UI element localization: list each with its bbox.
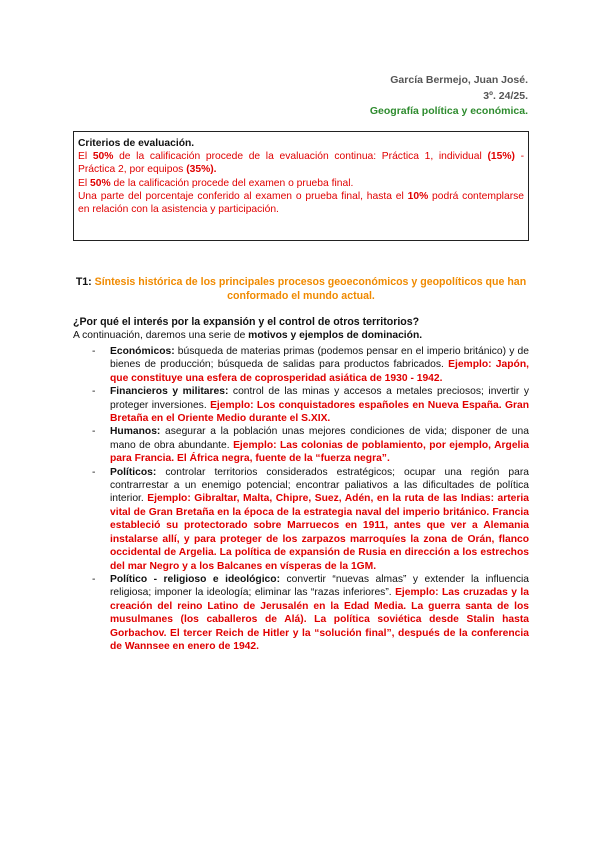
item-text: convertir “nuevas almas” y extender la influencia religiosa; imponer la ideología; eliminar las “razas inferiores”.: [110, 573, 529, 599]
item-text: búsqueda de materias primas (podemos pensar en el imperio británico) y de bienes de producción; búsqueda de salidas para productos fabricados.: [110, 346, 529, 371]
evaluation-criteria-box: [73, 131, 529, 241]
item-label: Humanos:: [110, 426, 161, 438]
bullet-dash: -: [92, 426, 96, 438]
topic-heading: [73, 275, 529, 303]
criteria-percent: 50%: [90, 177, 111, 189]
list-item: [73, 425, 529, 465]
item-label: Político - religioso e ideológico:: [110, 573, 281, 585]
criteria-text: de la calificación procede de la evaluación continua: Práctica 1, individual: [113, 151, 488, 163]
item-label: Financieros y militares:: [110, 386, 229, 398]
item-text: controlar territorios considerados estratégicos; ocupar una región para contrarrestar a un enemigo potencial; encontrar paliativos a las dificultades de política interior.: [110, 466, 529, 505]
list-item: [73, 345, 529, 385]
item-example: Ejemplo: Los conquistadores españoles en Nueva España. Gran Bretaña en el Oriente Medio durante el S.XIX.: [110, 399, 529, 425]
item-example: Ejemplo: Gibraltar, Malta, Chipre, Suez, Adén, en la ruta de las Indias: arteria vital de Gran Bretaña en la época de la estrategia naval del imperio británico. Francia estableció su protectorado sobre Marruecos en 1911, antes que ver a Alemania instalarse allí, y para proteger de los zarpazos marroquíes la zona de Orán, flanco occidental de Argelia. La política de expansión de Rusia en dirección a los estrechos del mar Negro y a los Balcanes en vísperas de la 1GM.: [110, 493, 529, 572]
list-item: [73, 385, 529, 425]
criteria-line-2: [78, 177, 524, 190]
criteria-text: de la calificación procede del examen o prueba final.: [110, 177, 354, 189]
bullet-dash: -: [92, 386, 96, 398]
item-example: Ejemplo: Las cruzadas y la creación del reino Latino de Jerusalén en la Edad Media. La guerra santa de los musulmanes (los caballeros de Alá). La política soviética desde Stalin hasta Gorbachov. El tercer Reich de Hitler y la “solución final”, después de la conferencia de Wannsee en enero de 1942.: [110, 587, 529, 652]
criteria-title: Criterios de evaluación.: [78, 138, 195, 149]
intro-text: A continuación, daremos una serie de: [73, 330, 249, 341]
criteria-line-3: [78, 190, 524, 216]
criteria-percent: 10%: [407, 190, 429, 202]
topic-title: Síntesis histórica de los principales procesos geoeconómicos y geopolíticos que han conformado el mundo actual.: [94, 276, 527, 302]
item-label: Políticos:: [110, 466, 157, 478]
criteria-text: El: [78, 151, 93, 163]
subject-title: Geografía política y económica.: [369, 105, 528, 117]
list-item: [73, 573, 529, 653]
criteria-percent: (15%): [487, 151, 515, 163]
criteria-percent: (35%).: [186, 164, 217, 176]
criteria-text: Una parte del porcentaje conferido al examen o prueba final, hasta el: [78, 190, 408, 202]
criteria-percent: 50%: [92, 151, 114, 163]
course-year: 3º. 24/25.: [483, 89, 528, 102]
criteria-text: El: [78, 177, 91, 189]
criteria-text: podrá contemplarse en relación con la asistencia y participación.: [78, 190, 524, 216]
list-item: [73, 466, 529, 573]
section-question: ¿Por qué el interés por la expansión y el control de otros territorios?: [73, 316, 420, 328]
topic-code: T1:: [75, 276, 92, 288]
document-header: [370, 73, 528, 120]
criteria-line-1: [78, 150, 524, 176]
motives-list: [73, 345, 529, 653]
item-label: Económicos:: [110, 346, 175, 357]
bullet-dash: -: [92, 466, 96, 478]
intro-bold: motivos y ejemplos de dominación.: [248, 330, 423, 341]
author-name: García Bermejo, Juan José.: [390, 74, 528, 86]
item-text: asegurar a la población unas mejores condiciones de vida; disponer de una mano de obra abundante.: [110, 426, 529, 451]
item-example: Ejemplo: Japón, que constituye una esfera de coprosperidad asiática de 1930 - 1942.: [110, 359, 529, 384]
intro-paragraph: [73, 330, 422, 341]
bullet-dash: -: [92, 346, 96, 357]
criteria-text: - Práctica 2, por equipos: [78, 151, 524, 176]
bullet-dash: -: [92, 573, 96, 585]
item-text: control de las minas y accesos a metales preciosos; invertir y proteger inversiones.: [110, 386, 529, 411]
item-example: Ejemplo: Las colonias de poblamiento, por ejemplo, Argelia para Francia. El África negra, fuente de la “fuerza negra”.: [110, 439, 529, 465]
